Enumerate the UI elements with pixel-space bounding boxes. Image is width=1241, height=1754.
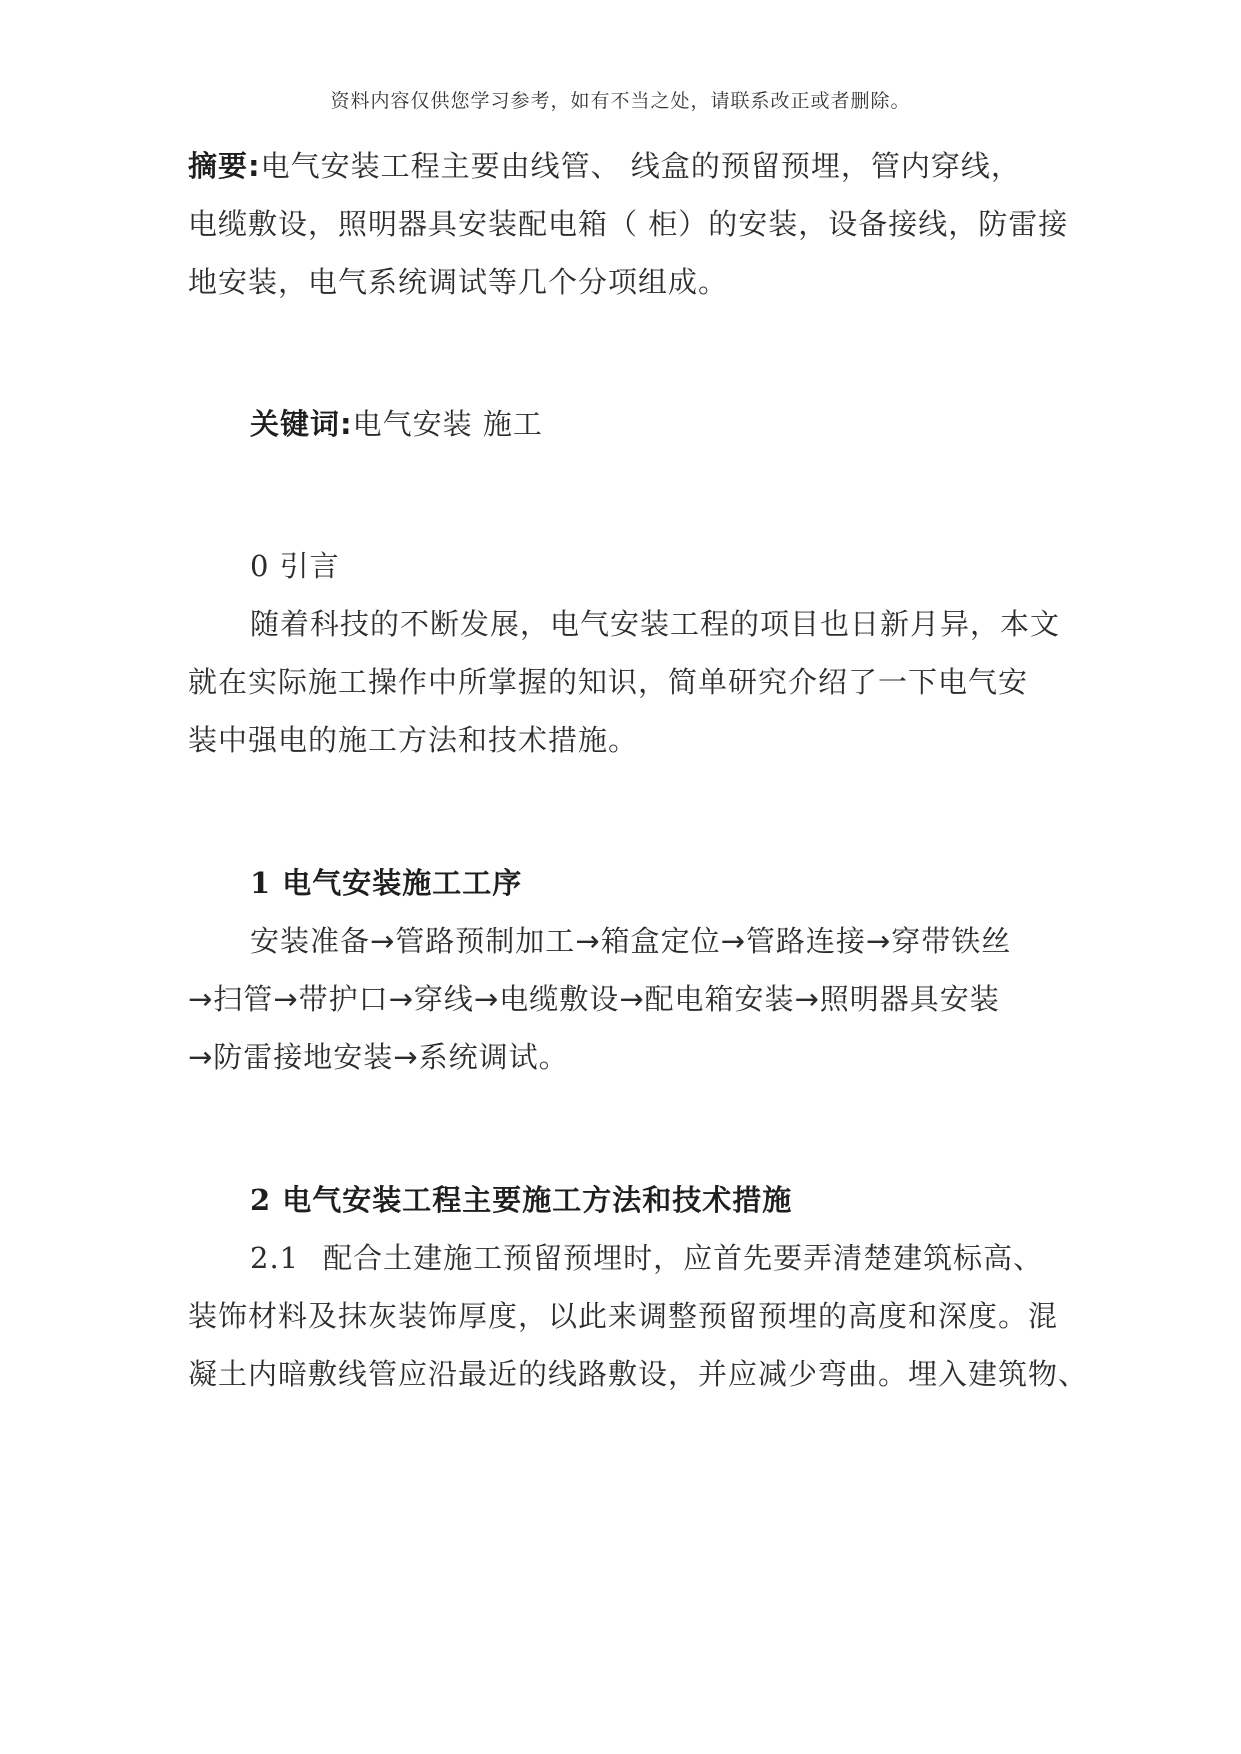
section-0-number: 0	[250, 549, 270, 583]
section-2-title: 电气安装工程主要施工方法和技术措施	[282, 1183, 793, 1217]
abstract-label: 摘要:	[188, 149, 261, 183]
section-0-title: 引言	[279, 549, 340, 583]
subsection-number: 2.1	[250, 1241, 300, 1275]
abstract-text-1: 电气安装工程主要由线管、 线盒的预留预埋，管内穿线，	[260, 149, 1021, 183]
keywords-label: 关键词:	[250, 407, 353, 441]
abstract-line-1	[188, 146, 1021, 186]
section-2-number: 2	[250, 1183, 272, 1217]
section-1-heading	[250, 863, 522, 903]
section-2-heading	[250, 1180, 792, 1220]
section-2-line-2: 装饰材料及抹灰装饰厚度，以此来调整预留预埋的高度和深度。混	[188, 1299, 1059, 1333]
section-0-line-1: 随着科技的不断发展，电气安装工程的项目也日新月异，本文	[250, 607, 1061, 641]
section-1-title: 电气安装施工工序	[282, 866, 523, 900]
section-1-number: 1	[250, 866, 272, 900]
section-1-line-2: →扫管→带护口→穿线→电缆敷设→配电箱安装→照明器具安装	[188, 982, 1000, 1016]
header-disclaimer: 资料内容仅供您学习参考，如有不当之处，请联系改正或者删除。	[330, 90, 911, 112]
section-0-line-3: 装中强电的施工方法和技术措施。	[188, 723, 639, 757]
keywords-text: 电气安装 施工	[352, 407, 543, 441]
abstract-line-3: 地安装，电气系统调试等几个分项组成。	[188, 265, 729, 299]
keywords-line	[250, 404, 543, 444]
section-2-line-1	[250, 1238, 1043, 1278]
section-0-line-2: 就在实际施工操作中所掌握的知识，简单研究介绍了一下电气安	[188, 665, 1029, 699]
section-1-line-3: →防雷接地安装→系统调试。	[188, 1040, 569, 1074]
section-0-heading	[250, 546, 340, 586]
section-2-line-3: 凝土内暗敷线管应沿最近的线路敷设，并应减少弯曲。埋入建筑物、	[188, 1357, 1089, 1391]
section-2-text-1: 配合土建施工预留预埋时，应首先要弄清楚建筑标高、	[323, 1241, 1044, 1275]
abstract-line-2: 电缆敷设，照明器具安装配电箱（ 柜）的安装，设备接线，防雷接	[188, 207, 1069, 241]
section-1-line-1: 安装准备→管路预制加工→箱盒定位→管路连接→穿带铁丝	[250, 924, 1012, 958]
